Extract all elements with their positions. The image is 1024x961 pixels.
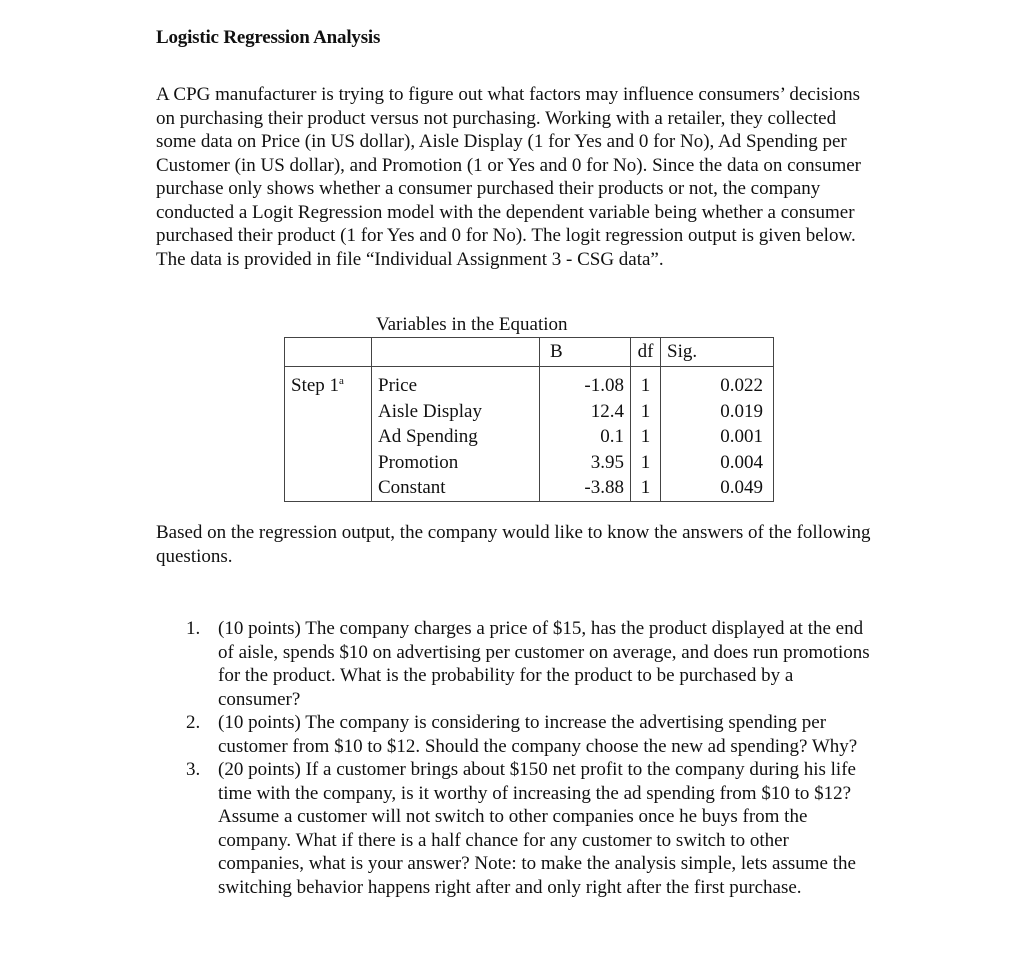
question-text: (20 points) If a customer brings about $150 net profit to the company during his life time with the company, is it worthy of increasing the ad spending from $10 to $12? Assume a customer will not switch to other companies once he buys from the company. What if there is a half chance for any customer to switch to other companies, what is your answer? Note: to make the analysis simple, lets assume the switching behavior happens right after and only right after the first purchase. [218, 759, 856, 898]
sig-cell: 0.049 [661, 476, 774, 502]
table-caption: Variables in the Equation [376, 314, 568, 335]
question-number: 2. [186, 712, 201, 733]
header-cell-df: df [631, 338, 661, 367]
step-label-cell [285, 367, 372, 400]
question-item [186, 711, 876, 758]
df-cell: 1 [631, 450, 661, 476]
table-row [285, 425, 774, 451]
header-cell-step [285, 338, 372, 367]
question-text: (10 points) The company charges a price of $15, has the product displayed at the end of aisle, spends $10 on advertising per customer on average, and does run promotions for the product. What is the probability for the product to be purchased by a consumer? [218, 618, 870, 710]
variable-cell: Promotion [372, 450, 540, 476]
b-cell: -3.88 [540, 476, 631, 502]
variable-cell: Price [372, 367, 540, 400]
step-label: Step 1 [291, 375, 340, 396]
table-header-row [285, 338, 774, 367]
sig-cell: 0.019 [661, 399, 774, 425]
b-cell: 0.1 [540, 425, 631, 451]
header-cell-sig: Sig. [661, 338, 774, 367]
question-item [186, 758, 876, 899]
question-list [186, 617, 876, 899]
df-cell: 1 [631, 476, 661, 502]
variable-cell: Aisle Display [372, 399, 540, 425]
question-item [186, 617, 876, 711]
df-cell: 1 [631, 399, 661, 425]
b-cell: 12.4 [540, 399, 631, 425]
df-cell: 1 [631, 425, 661, 451]
header-cell-variable [372, 338, 540, 367]
table-row [285, 450, 774, 476]
table-row [285, 399, 774, 425]
table-row [285, 367, 774, 400]
table-row [285, 476, 774, 502]
regression-table [284, 337, 774, 502]
sig-cell: 0.001 [661, 425, 774, 451]
question-text: (10 points) The company is considering to increase the advertising spending per customer from $10 to $12. Should the company choose the new ad spending? Why? [218, 712, 858, 757]
document-title: Logistic Regression Analysis [156, 27, 381, 48]
step-superscript: a [339, 375, 344, 387]
df-cell: 1 [631, 367, 661, 400]
variable-cell: Ad Spending [372, 425, 540, 451]
header-cell-b: B [540, 338, 631, 367]
question-number: 1. [186, 618, 201, 639]
intro-paragraph: A CPG manufacturer is trying to figure out what factors may influence consumers’ decisions on purchasing their product versus not purchasing. Working with a retailer, they collected some data on Price (in US dollar), Aisle Display (1 for Yes and 0 for No), Ad Spending per Customer (in US dollar), and Promotion (1 or Yes and 0 for No). Since the data on consumer purchase only shows whether a consumer purchased their products or not, the company conducted a Logit Regression model with the dependent variable being whether a consumer purchased their product (1 for Yes and 0 for No). The logit regression output is given below. The data is provided in file “Individual Assignment 3 - CSG data”. [156, 84, 862, 270]
variable-cell: Constant [372, 476, 540, 502]
b-cell: 3.95 [540, 450, 631, 476]
b-cell: -1.08 [540, 367, 631, 400]
sig-cell: 0.004 [661, 450, 774, 476]
questions-lead-in: Based on the regression output, the company would like to know the answers of the following questions. [156, 522, 871, 567]
sig-cell: 0.022 [661, 367, 774, 400]
question-number: 3. [186, 759, 201, 780]
